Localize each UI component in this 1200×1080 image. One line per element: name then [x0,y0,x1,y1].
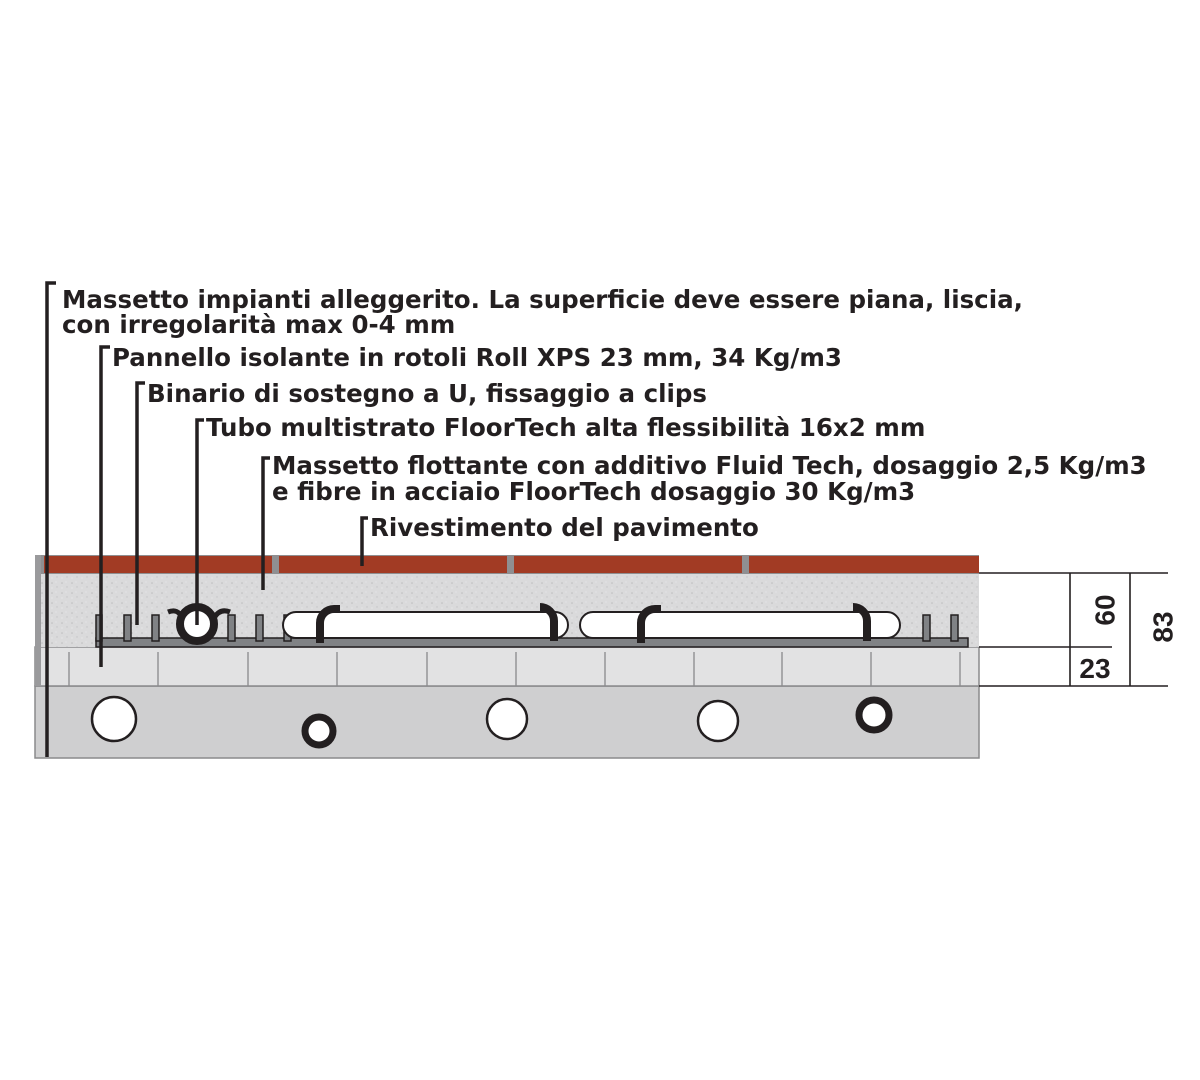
dimension-total: 83 [1147,611,1179,643]
perimeter-edge-strip [35,555,41,686]
dimension-insulation: 23 [1079,653,1111,684]
label-rivestimento: Rivestimento del pavimento [370,513,759,542]
label-massetto-impianti-line1: Massetto impianti alleggerito. La superficie deve essere piana, liscia, [62,285,1023,314]
label-massetto-flottante-line1: Massetto flottante con additivo Fluid Tech, dosaggio 2,5 Kg/m3 [272,451,1147,480]
floor-covering-layer [35,555,979,574]
pipe-loop-2 [580,607,900,643]
label-binario: Binario di sostegno a U, fissaggio a clips [147,379,708,408]
label-tubo: Tubo multistrato FloorTech alta flessibilità 16x2 mm [206,413,926,442]
dimension-screed: 60 [1089,594,1121,626]
dimension-lines [979,573,1168,686]
pipe-loop-1 [283,607,568,643]
label-massetto-flottante-line2: e fibre in acciaio FloorTech dosaggio 30 Kg/m3 [272,477,916,506]
label-massetto-impianti-line2: con irregolarità max 0-4 mm [62,310,456,339]
insulation-layer [35,647,979,686]
label-pannello-isolante: Pannello isolante in rotoli Roll XPS 23 mm, 34 Kg/m3 [112,343,842,372]
